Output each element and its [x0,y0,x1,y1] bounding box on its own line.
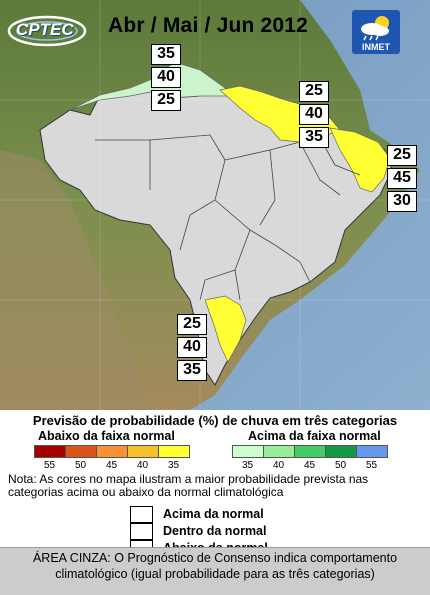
category-label: Acima da normal [163,507,264,521]
swatch-label: 50 [334,460,347,471]
prob-normal: 45 [387,168,417,189]
prob-normal: 40 [299,104,329,125]
prob-below: 30 [387,191,417,212]
swatch-label: 40 [272,460,285,471]
prob-above: 25 [299,81,329,102]
swatch-label: 45 [105,460,118,471]
prob-box-south [177,314,207,383]
legend [0,410,430,595]
cptec-logo-text: CPTEC [16,20,74,39]
weather-cloud-sun-icon [352,10,400,42]
swatch-label: 55 [43,460,56,471]
above-swatch-labels [232,460,387,471]
swatch-above-55 [356,445,388,458]
swatch-above-50 [325,445,357,458]
swatch-below-35 [158,445,190,458]
swatch-label: 55 [365,460,378,471]
prob-above: 35 [151,44,181,65]
prob-normal: 40 [151,67,181,88]
prob-box-northeast [387,145,417,214]
swatch-below-45 [96,445,128,458]
swatch-below-40 [127,445,159,458]
legend-note: Nota: As cores no mapa ilustram a maior probabilidade prevista nas categorias acima ou abaixo da normal climatológica [8,472,369,499]
prob-below: 35 [299,127,329,148]
category-box [130,523,153,540]
swatch-above-35 [232,445,264,458]
prob-below: 25 [151,90,181,111]
swatch-label: 35 [241,460,254,471]
swatch-label: 50 [74,460,87,471]
inmet-logo [352,10,400,54]
prob-above: 25 [177,314,207,335]
prob-box-northwest [151,44,181,113]
legend-above-label: Acima da faixa normal [248,429,381,443]
prob-box-north [299,81,329,150]
prob-below: 35 [177,360,207,381]
above-swatch-row [232,445,387,458]
below-swatch-row [34,445,189,458]
legend-below-label: Abaixo da faixa normal [38,429,175,443]
below-swatch-labels [34,460,189,471]
swatch-below-55 [34,445,66,458]
category-above [130,505,264,523]
prob-normal: 40 [177,337,207,358]
prob-above: 25 [387,145,417,166]
gray-area-note: ÁREA CINZA: O Prognóstico de Consenso indica comportamento climatológico (igual probabilidade para as três categorias) [0,547,430,595]
swatch-label: 45 [303,460,316,471]
swatch-label: 40 [136,460,149,471]
swatch-below-50 [65,445,97,458]
swatch-above-45 [294,445,326,458]
swatch-label: 35 [167,460,180,471]
forecast-title: Abr / Mai / Jun 2012 [108,14,309,37]
category-label: Dentro da normal [163,524,267,538]
category-normal [130,522,267,540]
inmet-logo-text: INMET [362,42,390,52]
swatch-above-40 [263,445,295,458]
legend-title: Previsão de probabilidade (%) de chuva em três categorias [32,413,398,428]
category-box [130,506,153,523]
